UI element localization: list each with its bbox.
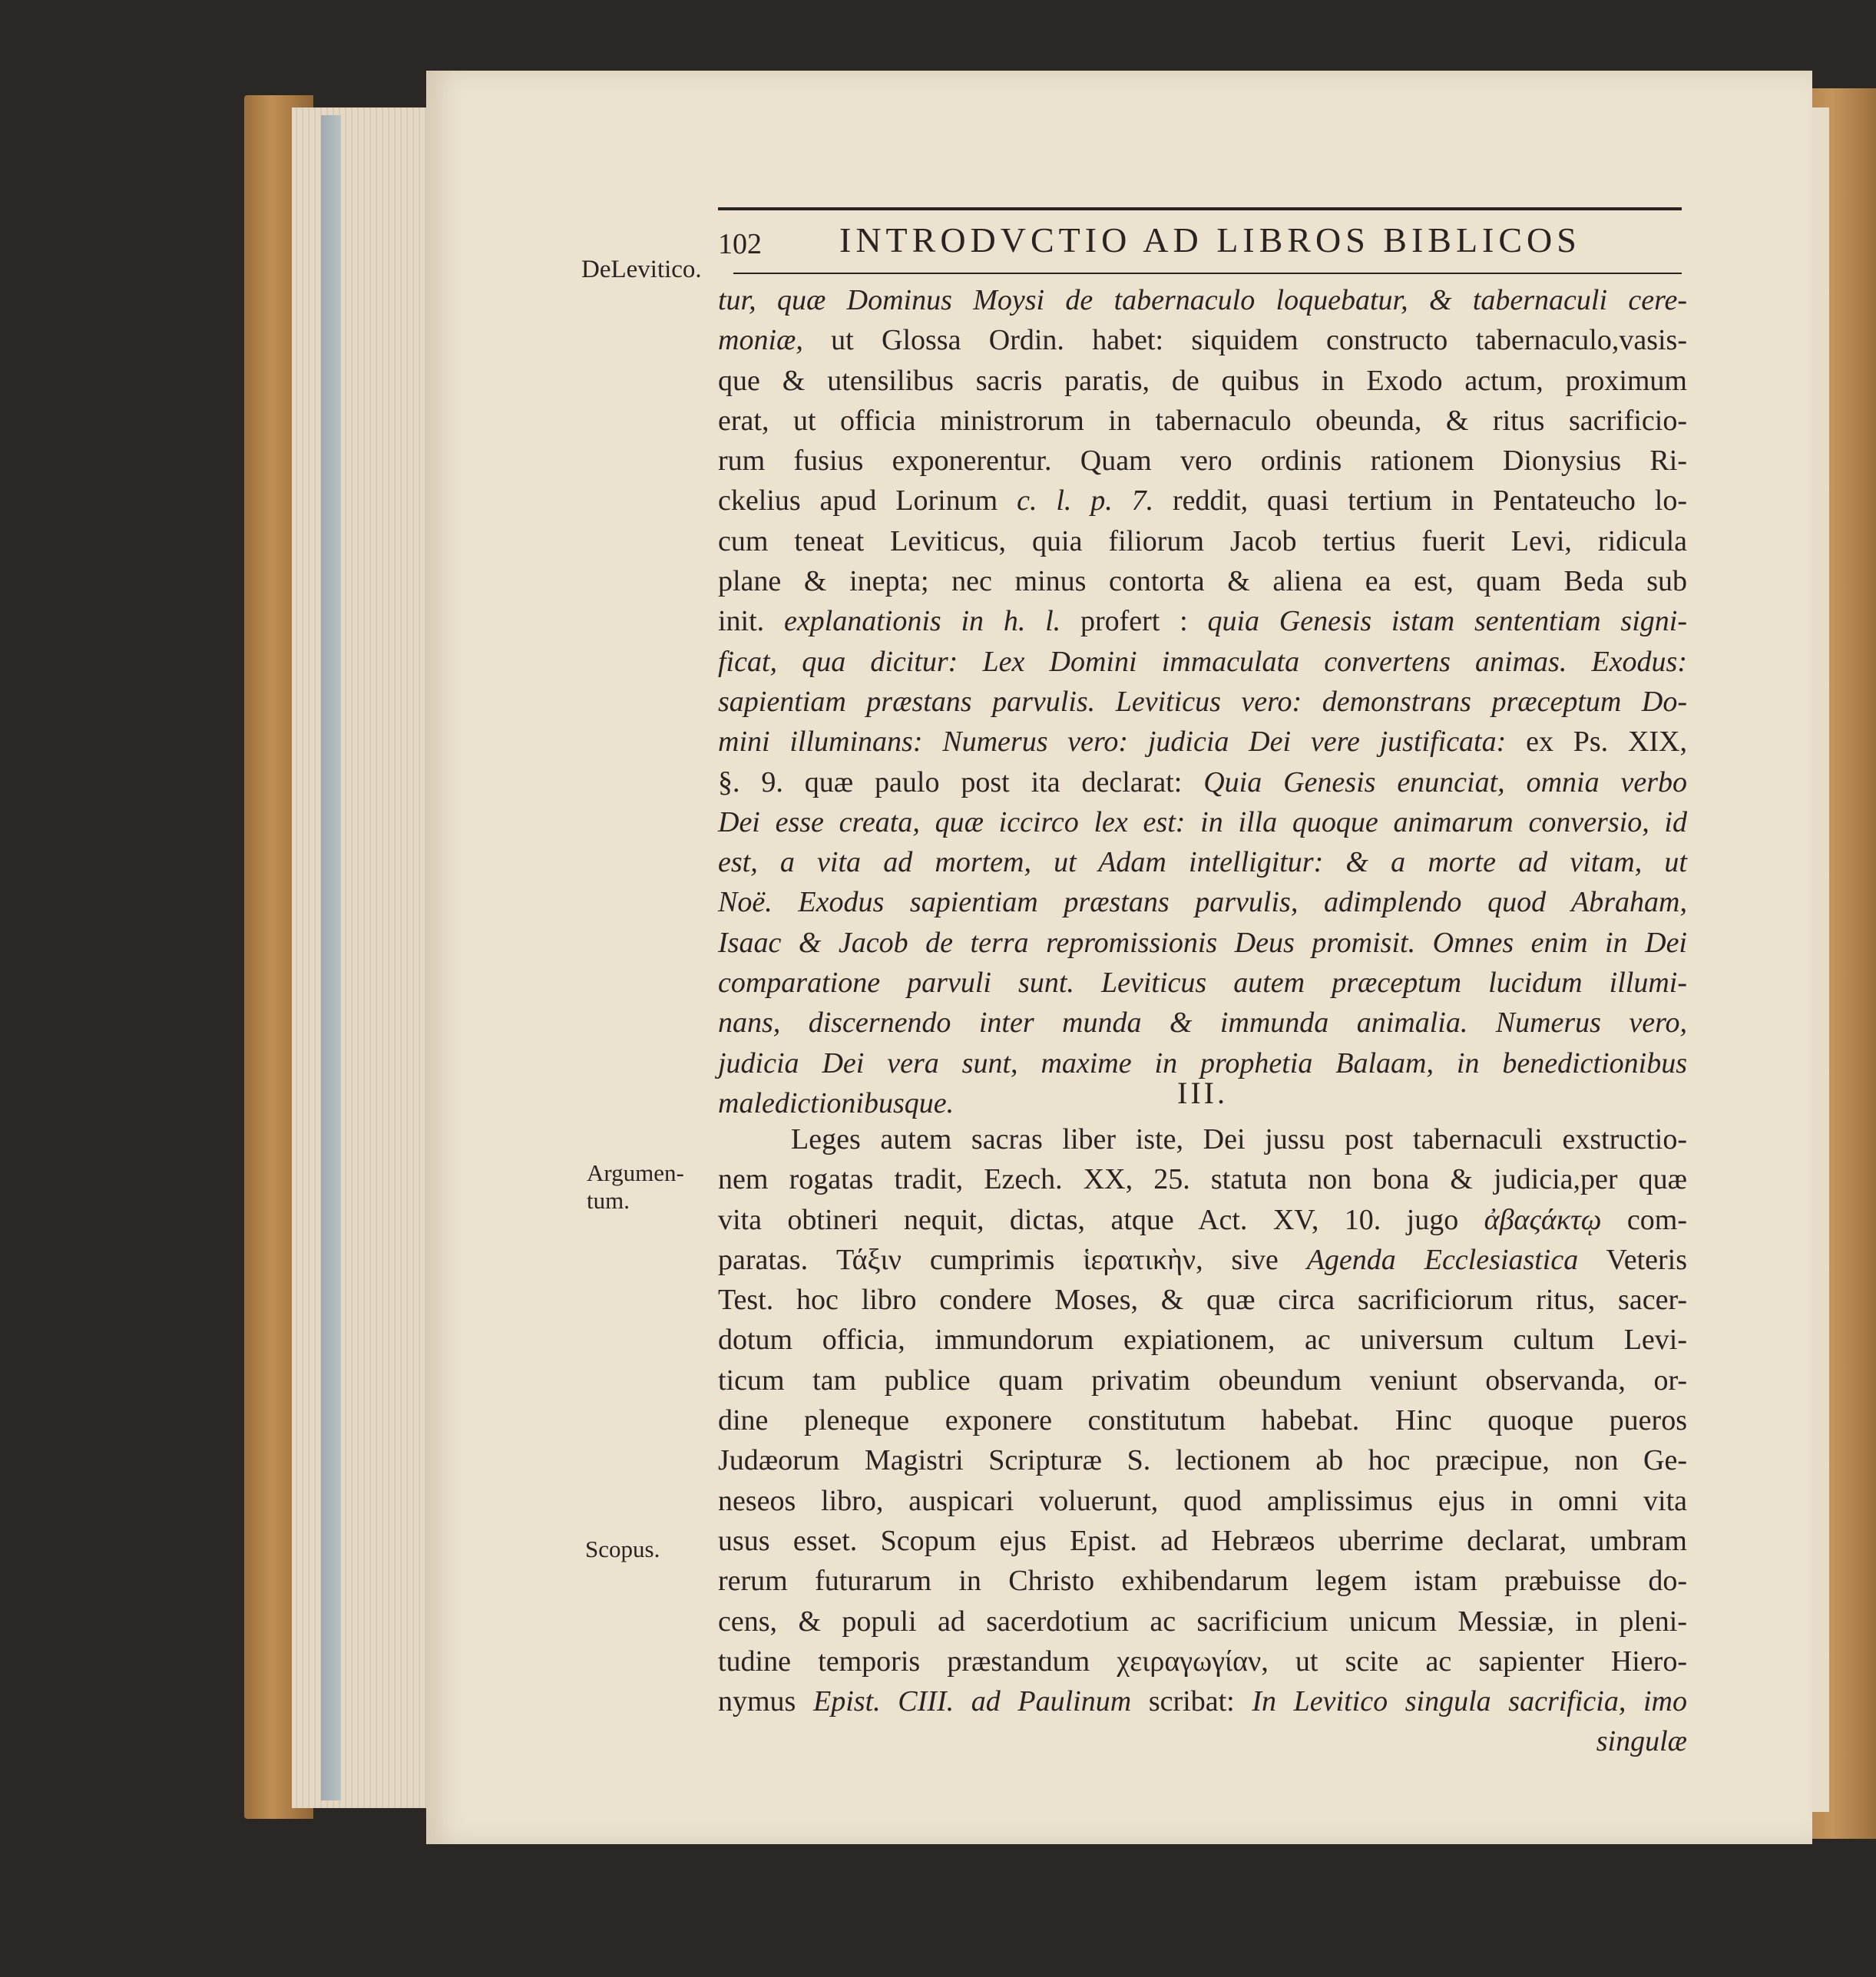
roman-text: cum teneat Leviticus, quia filiorum Jacob tertius fuerit Levi, ridicula bbox=[718, 524, 1687, 557]
text-line bbox=[718, 722, 1687, 762]
text-line bbox=[718, 280, 1687, 320]
roman-text: usus esset. Scopum ejus Epist. ad Hebræos uberrime declarat, umbram bbox=[718, 1524, 1687, 1557]
text-line bbox=[718, 441, 1687, 481]
text-line bbox=[718, 642, 1687, 682]
text-line bbox=[718, 1721, 1687, 1761]
text-line bbox=[718, 842, 1687, 882]
roman-text: ticum tam publice quam privatim obeundum veniunt observanda, or- bbox=[718, 1364, 1687, 1397]
roman-text: dotum officia, immundorum expiationem, ac universum cultum Levi- bbox=[718, 1324, 1687, 1357]
page-stack-edge bbox=[292, 107, 430, 1808]
text-line bbox=[718, 1641, 1687, 1681]
running-title: INTRODVCTIO AD LIBROS BIBLICOS bbox=[839, 220, 1581, 260]
roman-text: init. bbox=[718, 605, 784, 638]
text-line bbox=[718, 361, 1687, 401]
italic-text: tur, quæ Dominus Moysi de tabernaculo loquebatur, & tabernaculi cere- bbox=[718, 284, 1687, 316]
text-line bbox=[718, 1280, 1687, 1320]
roman-text: ckelius apud Lorinum bbox=[718, 484, 1017, 517]
text-line bbox=[718, 1481, 1687, 1521]
roman-text: §. 9. quæ paulo post ita declarat: bbox=[718, 765, 1204, 798]
italic-text: sapientiam præstans parvulis. Leviticus vero: demonstrans præceptum Do- bbox=[718, 685, 1687, 718]
roman-text: rum fusius exponerentur. Quam vero ordinis rationem Dionysius Ri- bbox=[718, 445, 1687, 478]
italic-text: explanationis in h. l. bbox=[783, 605, 1061, 638]
roman-text: nem rogatas tradit, Ezech. XX, 25. statuta non bona & judicia,per quæ bbox=[718, 1163, 1687, 1196]
text-line bbox=[718, 1602, 1687, 1641]
text-line bbox=[718, 1681, 1687, 1721]
roman-text: neseos libro, auspicari voluerunt, quod amplissimus ejus in omni vita bbox=[718, 1484, 1687, 1517]
italic-text: nans, discernendo inter munda & immunda animalia. Numerus vero, bbox=[718, 1007, 1687, 1040]
text-line bbox=[718, 320, 1687, 360]
italic-text: Agenda Ecclesiastica bbox=[1306, 1243, 1579, 1276]
roman-text: dine pleneque exponere constitutum habebat. Hinc quoque pueros bbox=[718, 1404, 1687, 1437]
text-line bbox=[718, 1400, 1687, 1440]
italic-text: Dei esse creata, quæ iccirco lex est: in illa quoque animarum conversio, id bbox=[718, 805, 1687, 838]
italic-text: judicia Dei vera sunt, maxime in prophetia Balaam, in benedictionibus bbox=[718, 1046, 1687, 1079]
italic-text: comparatione parvuli sunt. Leviticus autem præceptum lucidum illumi- bbox=[718, 967, 1687, 1000]
italic-text: Quia Genesis enunciat, omnia verbo bbox=[1203, 765, 1687, 798]
roman-text: scribat: bbox=[1131, 1685, 1252, 1718]
text-line bbox=[718, 923, 1687, 963]
page-number: 102 bbox=[718, 228, 762, 260]
text-line bbox=[718, 1440, 1687, 1480]
text-line bbox=[718, 1003, 1687, 1043]
italic-text: Isaac & Jacob de terra repromissionis Deus promisit. Omnes enim in Dei bbox=[718, 926, 1687, 959]
text-line bbox=[718, 521, 1687, 561]
roman-text: ex Ps. XIX, bbox=[1526, 726, 1687, 759]
italic-text: c. l. p. 7. bbox=[1017, 484, 1154, 517]
text-line bbox=[718, 1200, 1687, 1240]
text-line bbox=[718, 481, 1687, 521]
roman-text: profert : bbox=[1060, 605, 1208, 638]
italic-text: quia Genesis istam sententiam signi- bbox=[1207, 605, 1687, 638]
text-line bbox=[718, 1561, 1687, 1601]
text-line bbox=[718, 802, 1687, 842]
roman-text: reddit, quasi tertium in Pentateucho lo- bbox=[1153, 484, 1687, 517]
roman-text: Test. hoc libro condere Moses, & quæ circa sacrificiorum ritus, sacer- bbox=[718, 1284, 1687, 1317]
roman-text: plane & inepta; nec minus contorta & aliena ea est, quam Beda sub bbox=[718, 565, 1687, 598]
roman-text: vita obtineri nequit, dictas, atque Act. XV, 10. jugo bbox=[718, 1203, 1484, 1236]
italic-text: singulæ bbox=[1596, 1725, 1687, 1758]
paragraph-argumentum bbox=[718, 1119, 1687, 1762]
text-line bbox=[718, 1521, 1687, 1561]
text-line bbox=[718, 561, 1687, 601]
roman-text: que & utensilibus sacris paratis, de quibus in Exodo actum, proximum bbox=[718, 364, 1687, 397]
roman-text: com- bbox=[1601, 1203, 1687, 1236]
margin-note-scopus: Scopus. bbox=[585, 1536, 660, 1562]
margin-note-leviticus: DeLevitico. bbox=[581, 256, 702, 283]
roman-text: Judæorum Magistri Scripturæ S. lectionem ab hoc præcipue, non Ge- bbox=[718, 1444, 1687, 1477]
italic-text: ἀβαςάκτῳ bbox=[1484, 1203, 1602, 1236]
italic-text: mini illuminans: Numerus vero: judicia Dei vere justificata: bbox=[718, 726, 1527, 759]
text-line bbox=[718, 1119, 1687, 1159]
roman-text: paratas. Τάξιν cumprimis ἱερατικὴν, sive bbox=[718, 1243, 1307, 1276]
roman-text: ut Glossa Ordin. habet: siquidem constructo tabernaculo,vasis- bbox=[831, 324, 1687, 357]
roman-text: cens, & populi ad sacerdotium ac sacrificium unicum Messiæ, in pleni- bbox=[718, 1605, 1687, 1638]
margin-note-argumentum-line1: Argumen- bbox=[587, 1159, 684, 1186]
page-edge-tint bbox=[321, 115, 341, 1800]
italic-text: In Levitico singula sacrificia, imo bbox=[1252, 1685, 1687, 1718]
text-line bbox=[718, 1360, 1687, 1400]
text-line bbox=[718, 682, 1687, 722]
text-line bbox=[718, 1159, 1687, 1199]
roman-text: Veteris bbox=[1578, 1243, 1688, 1276]
text-line bbox=[718, 882, 1687, 922]
page-header bbox=[718, 207, 1682, 279]
paragraph-continuation bbox=[718, 280, 1687, 1123]
section-number: III. bbox=[1177, 1076, 1228, 1110]
margin-note-argumentum bbox=[587, 1159, 702, 1215]
italic-text: Epist. CIII. ad Paulinum bbox=[813, 1685, 1132, 1718]
roman-text: rerum futurarum in Christo exhibendarum legem istam præbuisse do- bbox=[718, 1565, 1687, 1598]
roman-text: erat, ut officia ministrorum in tabernaculo obeunda, & ritus sacrificio- bbox=[718, 404, 1687, 437]
margin-note-argumentum-line2: tum. bbox=[587, 1187, 630, 1214]
text-line bbox=[718, 1240, 1687, 1280]
italic-text: est, a vita ad mortem, ut Adam intelligitur: & a morte ad vitam, ut bbox=[718, 846, 1687, 879]
header-rule bbox=[733, 273, 1682, 274]
roman-text: nymus bbox=[718, 1685, 814, 1718]
roman-text: tudine temporis præstandum χειραγωγίαν, ut scite ac sapienter Hiero- bbox=[718, 1645, 1687, 1678]
text-line bbox=[718, 401, 1687, 441]
italic-text: moniæ, bbox=[718, 324, 832, 357]
italic-text: ficat, qua dicitur: Lex Domini immaculata convertens animas. Exodus: bbox=[718, 645, 1687, 678]
text-line bbox=[718, 762, 1687, 802]
text-line bbox=[718, 1320, 1687, 1360]
italic-text: maledictionibusque. bbox=[718, 1086, 955, 1119]
roman-text: Leges autem sacras liber iste, Dei jussu post tabernaculi exstructio- bbox=[791, 1123, 1687, 1155]
italic-text: Noë. Exodus sapientiam præstans parvulis, adimplendo quod Abraham, bbox=[718, 886, 1687, 919]
text-line bbox=[718, 963, 1687, 1003]
text-line bbox=[718, 601, 1687, 641]
